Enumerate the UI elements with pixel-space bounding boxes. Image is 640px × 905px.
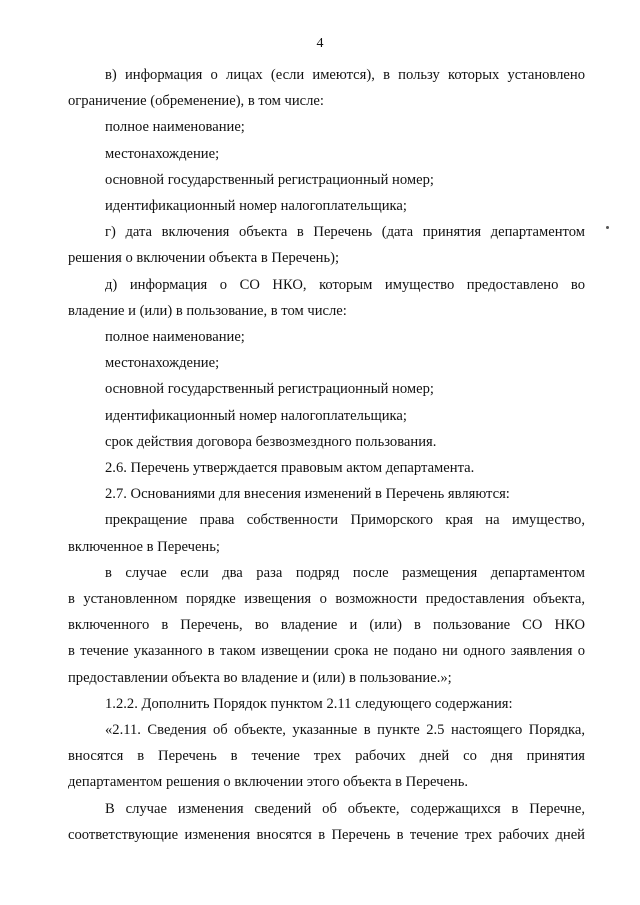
text-line: ограничение (обременение), в том числе: bbox=[68, 93, 324, 110]
paragraph-termination bbox=[68, 507, 585, 559]
text-line: включенного в Перечень, во владение и (или) в пользование СО НКО bbox=[68, 617, 585, 634]
list-item: идентификационный номер налогоплательщика; bbox=[105, 198, 407, 215]
text-line: предоставлении объекта во владение и (или) в пользование.»; bbox=[68, 669, 452, 686]
paragraph-g bbox=[68, 219, 585, 271]
text-line: д) информация о СО НКО, которым имущество предоставлено во bbox=[105, 276, 585, 293]
list-item: полное наименование; bbox=[105, 119, 245, 136]
paragraph-2-11 bbox=[68, 717, 585, 796]
clause-2-6: 2.6. Перечень утверждается правовым актом департамента. bbox=[105, 460, 475, 477]
text-line: прекращение права собственности Приморского края на имущество, bbox=[105, 512, 585, 529]
text-line: владение и (или) в пользование, в том числе: bbox=[68, 302, 347, 319]
text-line: г) дата включения объекта в Перечень (дата принятия департаментом bbox=[105, 224, 585, 241]
text-line: в) информация о лицах (если имеются), в пользу которых установлено bbox=[105, 67, 585, 83]
text-line: в течение указанного в таком извещении срока не подано ни одного заявления о bbox=[68, 643, 585, 660]
page-number: 4 bbox=[316, 36, 324, 51]
text-line: включенное в Перечень; bbox=[68, 538, 220, 555]
document-body bbox=[68, 62, 585, 848]
list-item: местонахождение; bbox=[105, 355, 220, 372]
text-line: в случае если два раза подряд после размещения департаментом bbox=[105, 564, 585, 581]
list-item: идентификационный номер налогоплательщика; bbox=[105, 407, 407, 424]
list-item: срок действия договора безвозмездного пользования. bbox=[105, 433, 437, 450]
paragraph-twice-case bbox=[68, 560, 585, 691]
list-item: основной государственный регистрационный номер; bbox=[105, 381, 434, 398]
text-line: в установленном порядке извещения о возможности предоставления объекта, bbox=[68, 591, 585, 608]
paragraph-changes bbox=[68, 796, 585, 848]
text-line: вносятся в Перечень в течение трех рабочих дней со дня принятия bbox=[68, 748, 585, 765]
paragraph-v bbox=[68, 62, 585, 114]
text-line: соответствующие изменения вносятся в Перечень в течение трех рабочих дней bbox=[68, 826, 585, 843]
text-line: департаментом решения о включении этого объекта в Перечень. bbox=[68, 774, 469, 791]
clause-1-2-2: 1.2.2. Дополнить Порядок пунктом 2.11 следующего содержания: bbox=[105, 695, 513, 712]
scan-speck bbox=[606, 226, 609, 229]
text-line: В случае изменения сведений об объекте, содержащихся в Перечне, bbox=[105, 800, 585, 817]
list-item: основной государственный регистрационный номер; bbox=[105, 171, 434, 188]
paragraph-d bbox=[68, 272, 585, 324]
list-item: полное наименование; bbox=[105, 329, 245, 346]
clause-2-7: 2.7. Основаниями для внесения изменений в Перечень являются: bbox=[105, 486, 510, 503]
text-line: «2.11. Сведения об объекте, указанные в пункте 2.5 настоящего Порядка, bbox=[105, 722, 585, 739]
text-line: решения о включении объекта в Перечень); bbox=[68, 250, 340, 267]
list-item: местонахождение; bbox=[105, 145, 220, 162]
